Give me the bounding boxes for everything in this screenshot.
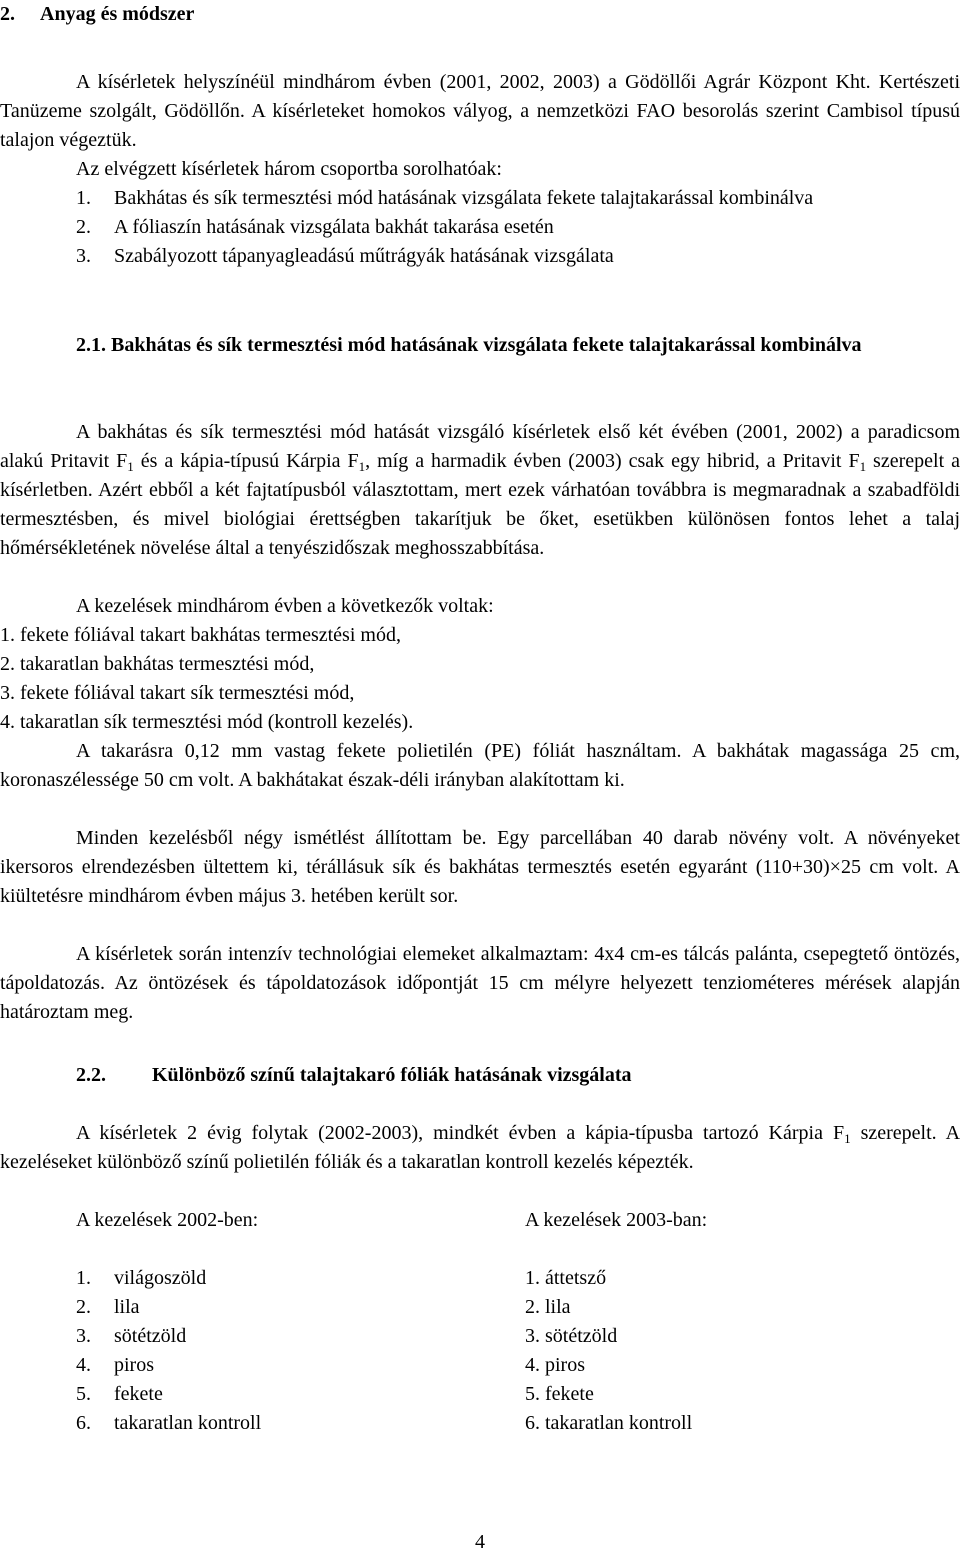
- treatments-2003: [525, 1206, 960, 1438]
- list-item: 1. áttetsző: [525, 1267, 607, 1289]
- s21-paragraph-5: A kísérletek során intenzív technológiai elemeket alkalmaztam: 4x4 cm-es tálcás palánta, csepegtető öntözés, tápoldatozás. Az öntözések és tápoldatozások időpontját 15 cm mélyre helyezett tenziométeres mérések alapján határoztam meg.: [0, 943, 960, 1023]
- list-item: 4. piros: [76, 1354, 154, 1376]
- subsection-2-2-title: Különböző színű talajtakaró fóliák hatásának vizsgálata: [152, 1064, 632, 1086]
- treatments-list: [0, 621, 960, 737]
- list-item: 2. A fóliaszín hatásának vizsgálata bakhát takarása esetén: [76, 216, 554, 238]
- list-item: 3. fekete fóliával takart sík termesztési mód,: [0, 682, 355, 704]
- section-title: Anyag és módszer: [40, 3, 195, 25]
- treatments-2003-title: A kezelések 2003-ban:: [525, 1209, 708, 1231]
- treatments-2002: [0, 1206, 525, 1438]
- list-item: 5. fekete: [76, 1383, 163, 1405]
- treatments-2002-title: A kezelések 2002-ben:: [76, 1209, 259, 1231]
- intro-groups-lead: Az elvégzett kísérletek három csoportba sorolhatóak:: [76, 158, 502, 180]
- list-item: 4. piros: [525, 1354, 585, 1376]
- s21-paragraph-4: Minden kezelésből négy ismétlést állítottam be. Egy parcellában 40 darab növény volt. A növényeket ikersoros elrendezésben ültettem ki, térállásuk sík és bakhátas termesztés esetén egyaránt (110+30)×25 cm volt. A kiültetésre mindhárom évben május 3. hetében került sor.: [0, 827, 960, 907]
- list-item: 2. lila: [76, 1296, 140, 1318]
- list-item: 6. takaratlan kontroll: [76, 1412, 262, 1434]
- s21-paragraph-3: A takarásra 0,12 mm vastag fekete polietilén (PE) fóliát használtam. A bakhátak magassága 25 cm, koronaszélessége 50 cm volt. A bakhátakat észak-déli irányban alakítottam ki.: [0, 740, 960, 791]
- list-item: 1. Bakhátas és sík termesztési mód hatásának vizsgálata fekete talajtakarással kombinálva: [76, 187, 814, 209]
- list-item: 4. takaratlan sík termesztési mód (kontroll kezelés).: [0, 711, 414, 733]
- s22-paragraph-1: A kísérletek 2 évig folytak (2002-2003), mindkét évben a kápia-típusba tartozó Kárpia $F_1$ szerepelt. A kezeléseket különböző színű polietilén fóliák és a takaratlan kontroll kezelés képezték.: [0, 1122, 960, 1173]
- list-item: 5. fekete: [525, 1383, 594, 1405]
- list-item: 3. sötétzöld: [525, 1325, 618, 1347]
- list-item: 2. takaratlan bakhátas termesztési mód,: [0, 653, 315, 675]
- list-item: 6. takaratlan kontroll: [525, 1412, 693, 1434]
- s21-treatments-lead: A kezelések mindhárom évben a következők voltak:: [76, 595, 494, 617]
- list-item: 1. világoszöld: [76, 1267, 207, 1289]
- experiment-groups-list: [76, 184, 960, 271]
- list-item: 1. fekete fóliával takart bakhátas termesztési mód,: [0, 624, 401, 646]
- s21-paragraph-1: A bakhátas és sík termesztési mód hatását vizsgáló kísérletek első két évében (2001, 2002) a paradicsom alakú Pritavit $F_1$ és a kápia-típusú Kárpia $F_1$, míg a harmadik évben (2003) csak egy hibrid, a Pritavit $F_1$ szerepelt a kísérletben. Azért ebből a két fajtatípusból választottam, mert ezek várhatóan továbbra is megmaradnak a szabadföldi termesztésben, és mivel biológiai érettségben takarítjuk be őket, esetükben különösen fontos lehet a talaj hőmérsékletének növelése által a tenyészidőszak meghosszabbítása.: [0, 421, 960, 559]
- intro-paragraph: A kísérletek helyszínéül mindhárom évben (2001, 2002, 2003) a Gödöllői Agrár Központ Kht. Kertészeti Tanüzeme szolgált, Gödöllőn. A kísérleteket homokos vályog, a nemzetközi FAO besorolás szerint Cambisol típusú talajon végeztük.: [0, 71, 960, 151]
- subsection-2-1-heading: 2.1. Bakhátas és sík termesztési mód hatásának vizsgálata fekete talajtakarással kombinálva: [76, 334, 862, 356]
- list-item: 3. Szabályozott tápanyagleadású műtrágyák hatásának vizsgálata: [76, 245, 614, 267]
- section-heading: [0, 0, 960, 29]
- subsection-2-2-number: 2.2.: [76, 1064, 106, 1086]
- list-item: 2. lila: [525, 1296, 571, 1318]
- treatment-columns: [0, 1206, 960, 1438]
- section-number: 2.: [0, 3, 15, 25]
- list-item: 3. sötétzöld: [76, 1325, 187, 1347]
- page-number: 4: [475, 1531, 485, 1553]
- subsection-2-2-heading: [0, 1061, 960, 1090]
